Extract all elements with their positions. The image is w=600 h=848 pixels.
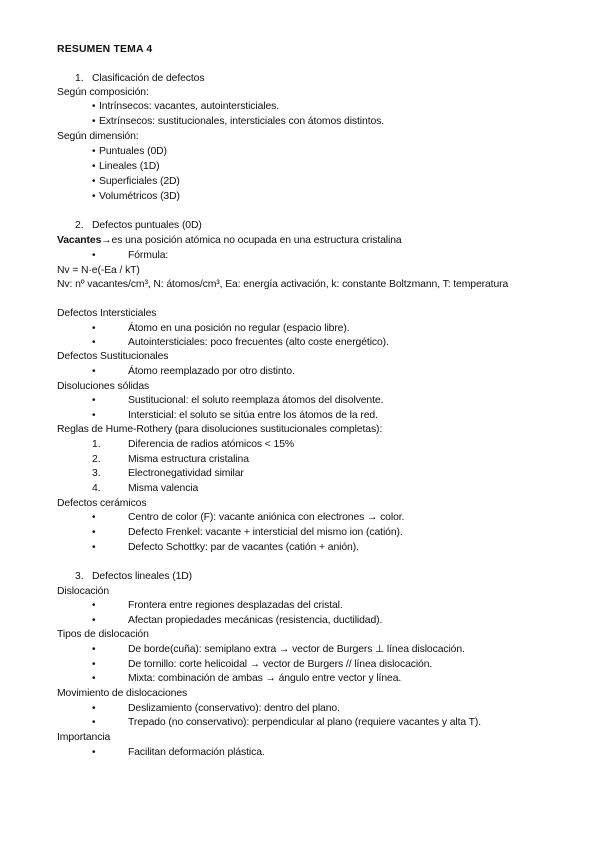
bullet: • xyxy=(92,542,96,553)
list-number: 1. xyxy=(92,439,101,450)
list-item: Deslizamiento (conservativo): dentro del plano. xyxy=(128,703,340,714)
intersticiales-label: Defectos Intersticiales xyxy=(57,308,157,319)
list-item: Autointersticiales: poco frecuentes (alto coste energético). xyxy=(128,337,389,348)
list-item: Puntuales (0D) xyxy=(99,146,167,157)
section-2-number: 2. xyxy=(75,220,84,231)
list-item: Misma estructura cristalina xyxy=(128,454,249,465)
bullet: • xyxy=(92,600,96,611)
bullet: • xyxy=(92,116,96,127)
section-3-heading: Defectos lineales (1D) xyxy=(92,571,193,582)
list-item: Defecto Schottky: par de vacantes (catión + anión). xyxy=(128,542,359,553)
list-number: 3. xyxy=(92,468,101,479)
list-item: Misma valencia xyxy=(128,483,199,494)
hume-rothery-label: Reglas de Hume-Rothery (para disoluciones sustitucionales completas): xyxy=(57,424,383,435)
list-item: Afectan propiedades mecánicas (resistencia, ductilidad). xyxy=(128,615,383,626)
formula-description: Nv: nº vacantes/cm³, N: átomos/cm³, Ea: energía activación, k: constante Boltzmann, T: temperatura xyxy=(57,279,509,290)
list-item: De borde(cuña): semiplano extra → vector de Burgers ⊥ línea dislocación. xyxy=(128,644,465,655)
formula: Nv = N·e(-Ea / kT) xyxy=(57,265,140,276)
vacantes-line xyxy=(57,234,402,247)
list-number: 4. xyxy=(92,483,101,494)
bullet: • xyxy=(92,250,96,261)
bullet: • xyxy=(92,337,96,348)
list-item: Frontera entre regiones desplazadas del cristal. xyxy=(128,600,343,611)
list-item: Superficiales (2D) xyxy=(99,176,180,187)
list-item: Facilitan deformación plástica. xyxy=(128,747,265,758)
dislocacion-label: Dislocación xyxy=(57,586,110,597)
ceramicos-label: Defectos cerámicos xyxy=(57,498,147,509)
page-title: RESUMEN TEMA 4 xyxy=(57,44,153,55)
bullet: • xyxy=(92,527,96,538)
list-item: Extrínsecos: sustitucionales, intersticiales con átomos distintos. xyxy=(99,116,385,127)
vacantes-definition: →es una posición atómica no ocupada en una estructura cristalina xyxy=(101,235,402,246)
bullet: • xyxy=(92,717,96,728)
bullet: • xyxy=(92,512,96,523)
formula-label: Fórmula: xyxy=(128,250,169,261)
vacantes-term: Vacantes xyxy=(57,235,102,246)
bullet: • xyxy=(92,395,96,406)
list-item: Átomo reemplazado por otro distinto. xyxy=(128,366,295,377)
list-item: Lineales (1D) xyxy=(99,161,160,172)
list-item: Defecto Frenkel: vacante + intersticial del mismo ion (catión). xyxy=(128,527,403,538)
list-item: Electronegatividad similar xyxy=(128,468,244,479)
bullet: • xyxy=(92,161,96,172)
list-item: Trepado (no conservativo): perpendicular al plano (requiere vacantes y alta T). xyxy=(128,717,482,728)
section-2-heading: Defectos puntuales (0D) xyxy=(92,220,202,231)
bullet: • xyxy=(92,176,96,187)
list-item: Sustitucional: el soluto reemplaza átomos del disolvente. xyxy=(128,395,384,406)
bullet: • xyxy=(92,659,96,670)
disoluciones-label: Disoluciones sólidas xyxy=(57,381,150,392)
list-item: Volumétricos (3D) xyxy=(99,191,180,202)
bullet: • xyxy=(92,101,96,112)
list-item: Intrínsecos: vacantes, autointersticiales. xyxy=(99,101,280,112)
bullet: • xyxy=(92,410,96,421)
tipos-label: Tipos de dislocación xyxy=(57,629,149,640)
section-1-number: 1. xyxy=(75,73,84,84)
composition-label: Según composición: xyxy=(57,87,149,98)
bullet: • xyxy=(92,366,96,377)
bullet: • xyxy=(92,747,96,758)
list-item: Centro de color (F): vacante aniónica con electrones → color. xyxy=(128,512,405,523)
section-1-heading: Clasificación de defectos xyxy=(92,73,205,84)
bullet: • xyxy=(92,673,96,684)
movimiento-label: Movimiento de dislocaciones xyxy=(57,688,188,699)
bullet: • xyxy=(92,146,96,157)
section-3-number: 3. xyxy=(75,571,84,582)
importancia-label: Importancia xyxy=(57,732,111,743)
bullet: • xyxy=(92,323,96,334)
list-item: De tornillo: corte helicoidal → vector de Burgers // línea dislocación. xyxy=(128,659,433,670)
list-number: 2. xyxy=(92,454,101,465)
list-item: Mixta: combinación de ambas → ángulo entre vector y línea. xyxy=(128,673,402,684)
sustitucionales-label: Defectos Sustitucionales xyxy=(57,351,169,362)
list-item: Átomo en una posición no regular (espacio libre). xyxy=(128,323,350,334)
bullet: • xyxy=(92,644,96,655)
bullet: • xyxy=(92,191,96,202)
list-item: Diferencia de radios atómicos < 15% xyxy=(128,439,295,450)
list-item: Intersticial: el soluto se sitúa entre los átomos de la red. xyxy=(128,410,378,421)
bullet: • xyxy=(92,703,96,714)
bullet: • xyxy=(92,615,96,626)
dimension-label: Según dimensión: xyxy=(57,131,139,142)
